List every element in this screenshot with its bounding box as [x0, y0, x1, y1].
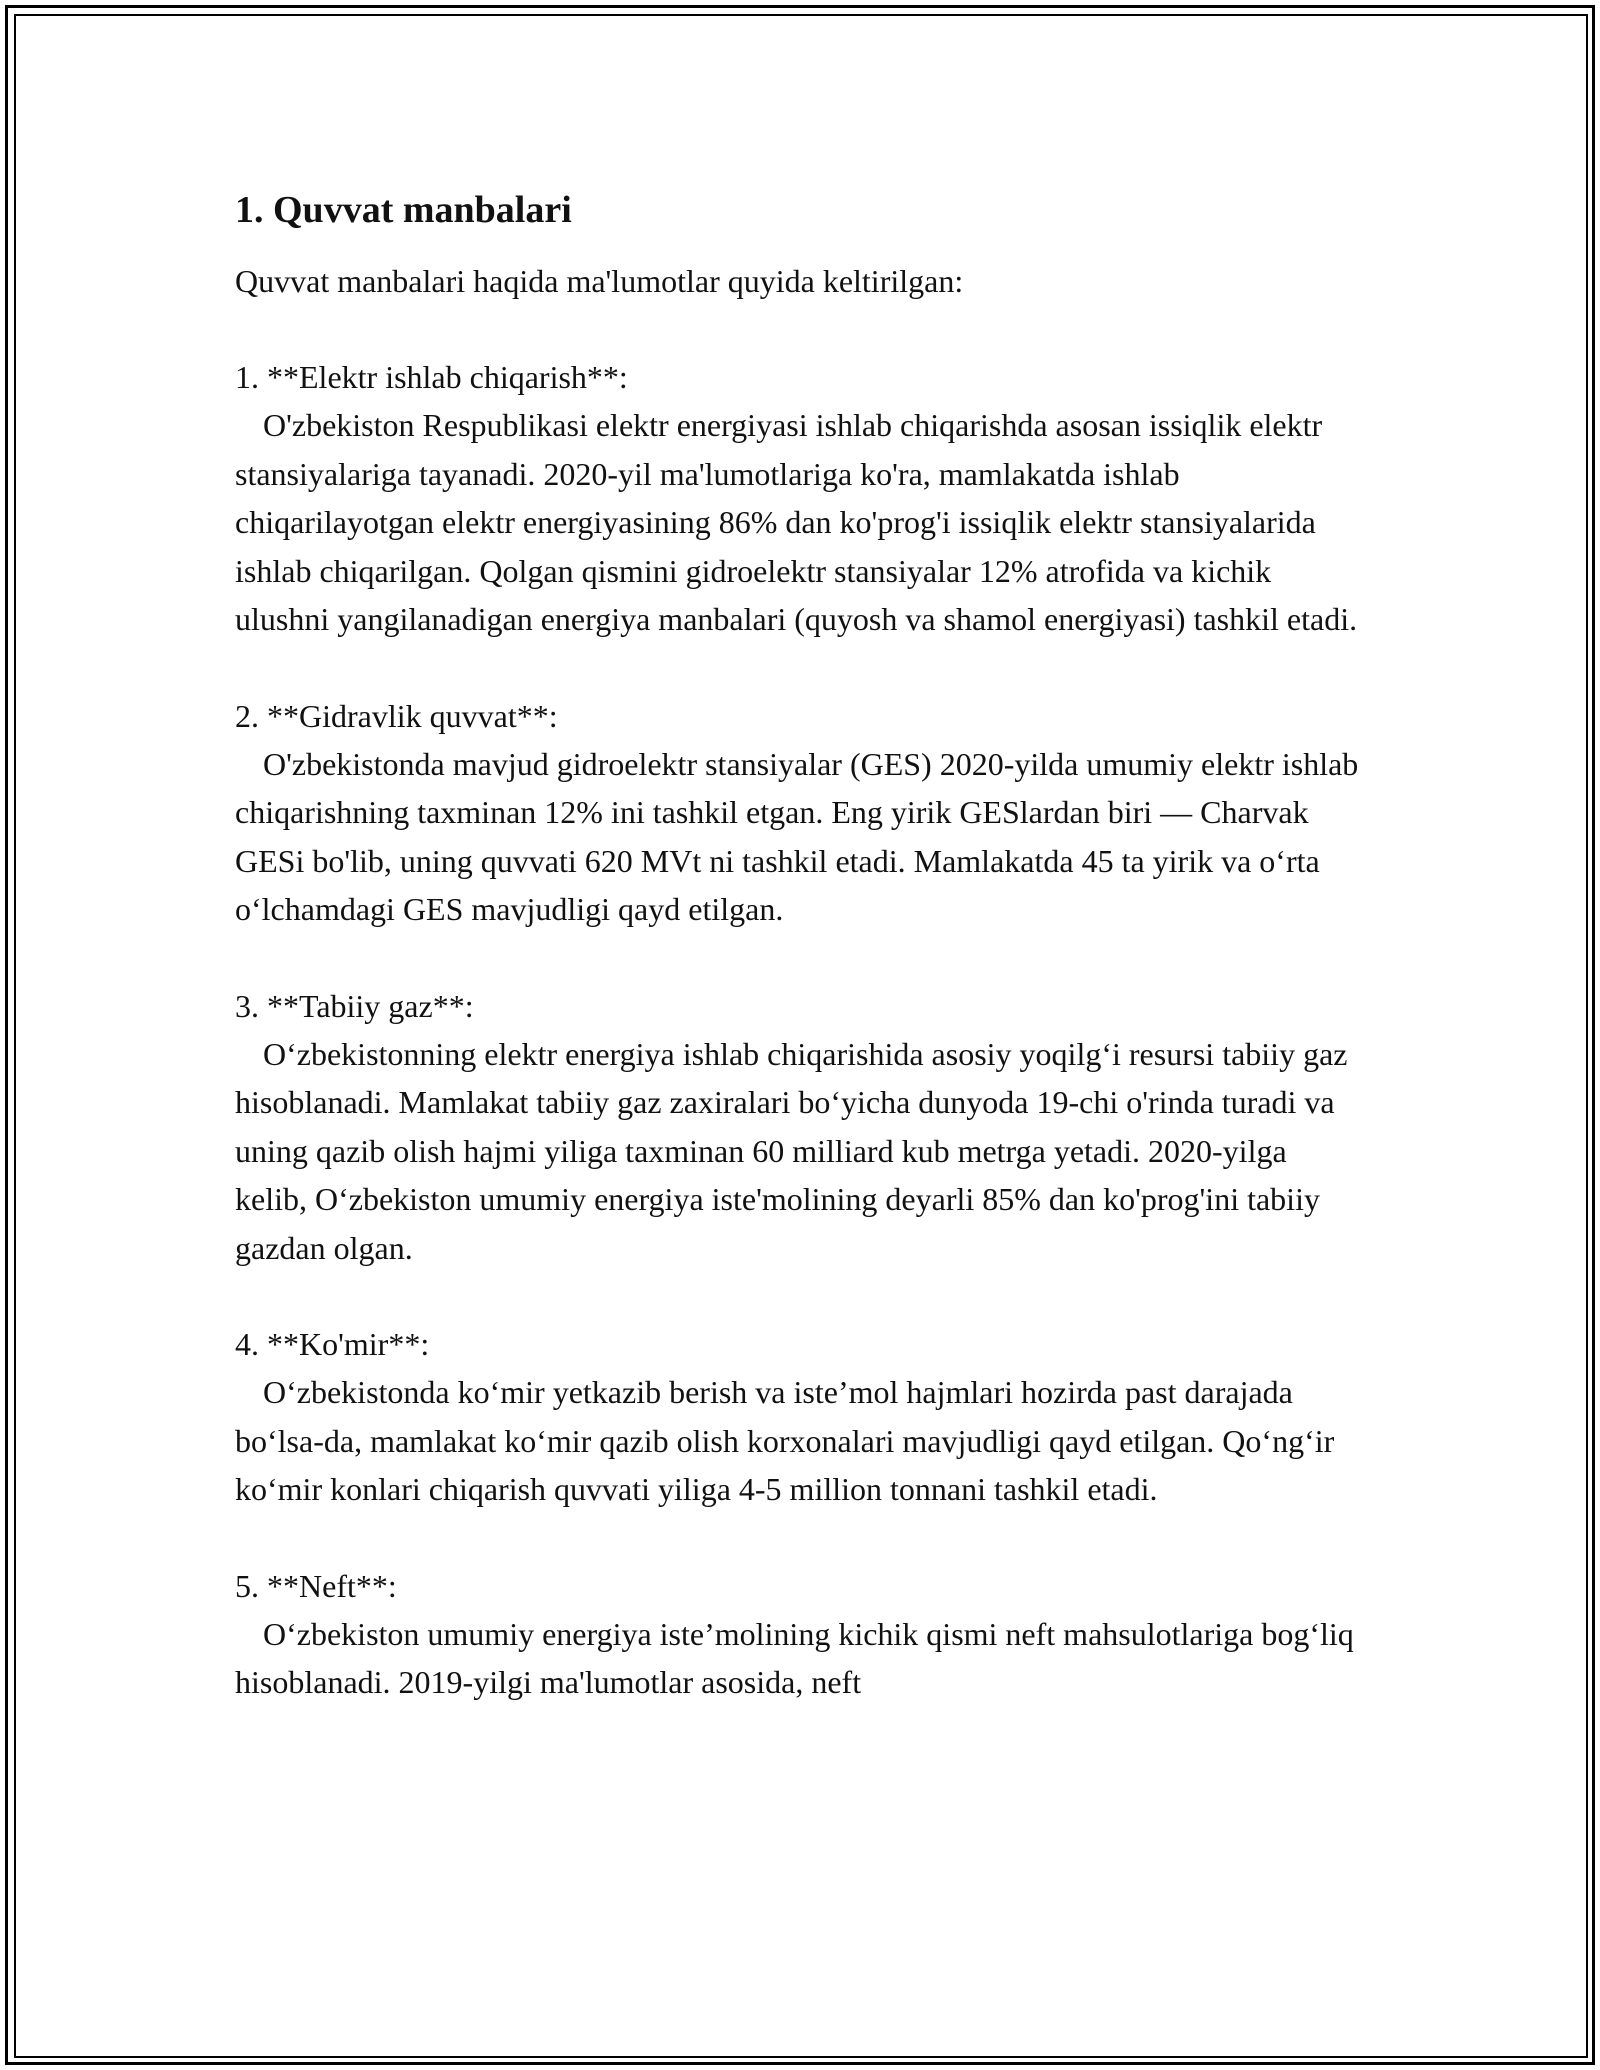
section-electricity — [235, 353, 1365, 644]
section-natural-gas — [235, 982, 1365, 1273]
section-body: O'zbekiston Respublikasi elektr energiyasi ishlab chiqarishda asosan issiqlik elektr stansiyalariga tayanadi. 2020-yil ma'lumotlariga ko'ra, mamlakatda ishlab chiqarilayotgan elektr energiyasining 86% dan ko'prog'i issiqlik elektr stansiyalarida ishlab chiqarilgan. Qolgan qismini gidroelektr stansiyalar 12% atrofida va kichik ulushni yangilanadigan energiya manbalari (quyosh va shamol energiyasi) tashkil etadi. — [235, 407, 1358, 637]
section-hydro — [235, 692, 1365, 934]
section-title: 4. **Ko'mir**: — [235, 1326, 430, 1362]
section-body: Oʻzbekistonda koʻmir yetkazib berish va iste’mol hajmlari hozirda past darajada boʻlsa-da, mamlakat koʻmir qazib olish korxonalari mavjudligi qayd etilgan. Qoʻngʻir koʻmir konlari chiqarish quvvati yiliga 4-5 million tonnani tashkil etadi. — [235, 1374, 1335, 1507]
section-oil — [235, 1562, 1365, 1707]
intro-paragraph: Quvvat manbalari haqida ma'lumotlar quyida keltirilgan: — [235, 263, 964, 299]
section-body: O'zbekistonda mavjud gidroelektr stansiyalar (GES) 2020-yilda umumiy elektr ishlab chiqarishning taxminan 12% ini tashkil etgan. Eng yirik GESlardan biri — Charvak GESi bo'lib, uning quvvati 620 MVt ni tashkil etadi. Mamlakatda 45 ta yirik va oʻrta oʻlchamdagi GES mavjudligi qayd etilgan. — [235, 745, 1359, 927]
section-title: 2. **Gidravlik quvvat**: — [235, 697, 558, 734]
section-title: 3. **Tabiiy gaz**: — [235, 987, 474, 1024]
section-coal — [235, 1320, 1365, 1514]
document-content — [235, 185, 1365, 1707]
page-title: 1. Quvvat manbalari — [235, 189, 572, 231]
section-body: Oʻzbekiston umumiy energiya iste’molining kichik qismi neft mahsulotlariga bogʻliq hisoblanadi. 2019-yilgi ma'lumotlar asosida, neft — [235, 1615, 1354, 1700]
section-title: 1. **Elektr ishlab chiqarish**: — [235, 359, 628, 395]
section-title: 5. **Neft**: — [235, 1567, 397, 1604]
section-body: Oʻzbekistonning elektr energiya ishlab chiqarishida asosiy yoqilgʻi resursi tabiiy gaz hisoblanadi. Mamlakat tabiiy gaz zaxiralari boʻyicha dunyoda 19-chi o'rinda turadi va uning qazib olish hajmi yiliga taxminan 60 milliard kub metrga yetadi. 2020-yilga kelib, Oʻzbekiston umumiy energiya iste'molining deyarli 85% dan ko'prog'ini tabiiy gazdan olgan. — [235, 1035, 1348, 1266]
